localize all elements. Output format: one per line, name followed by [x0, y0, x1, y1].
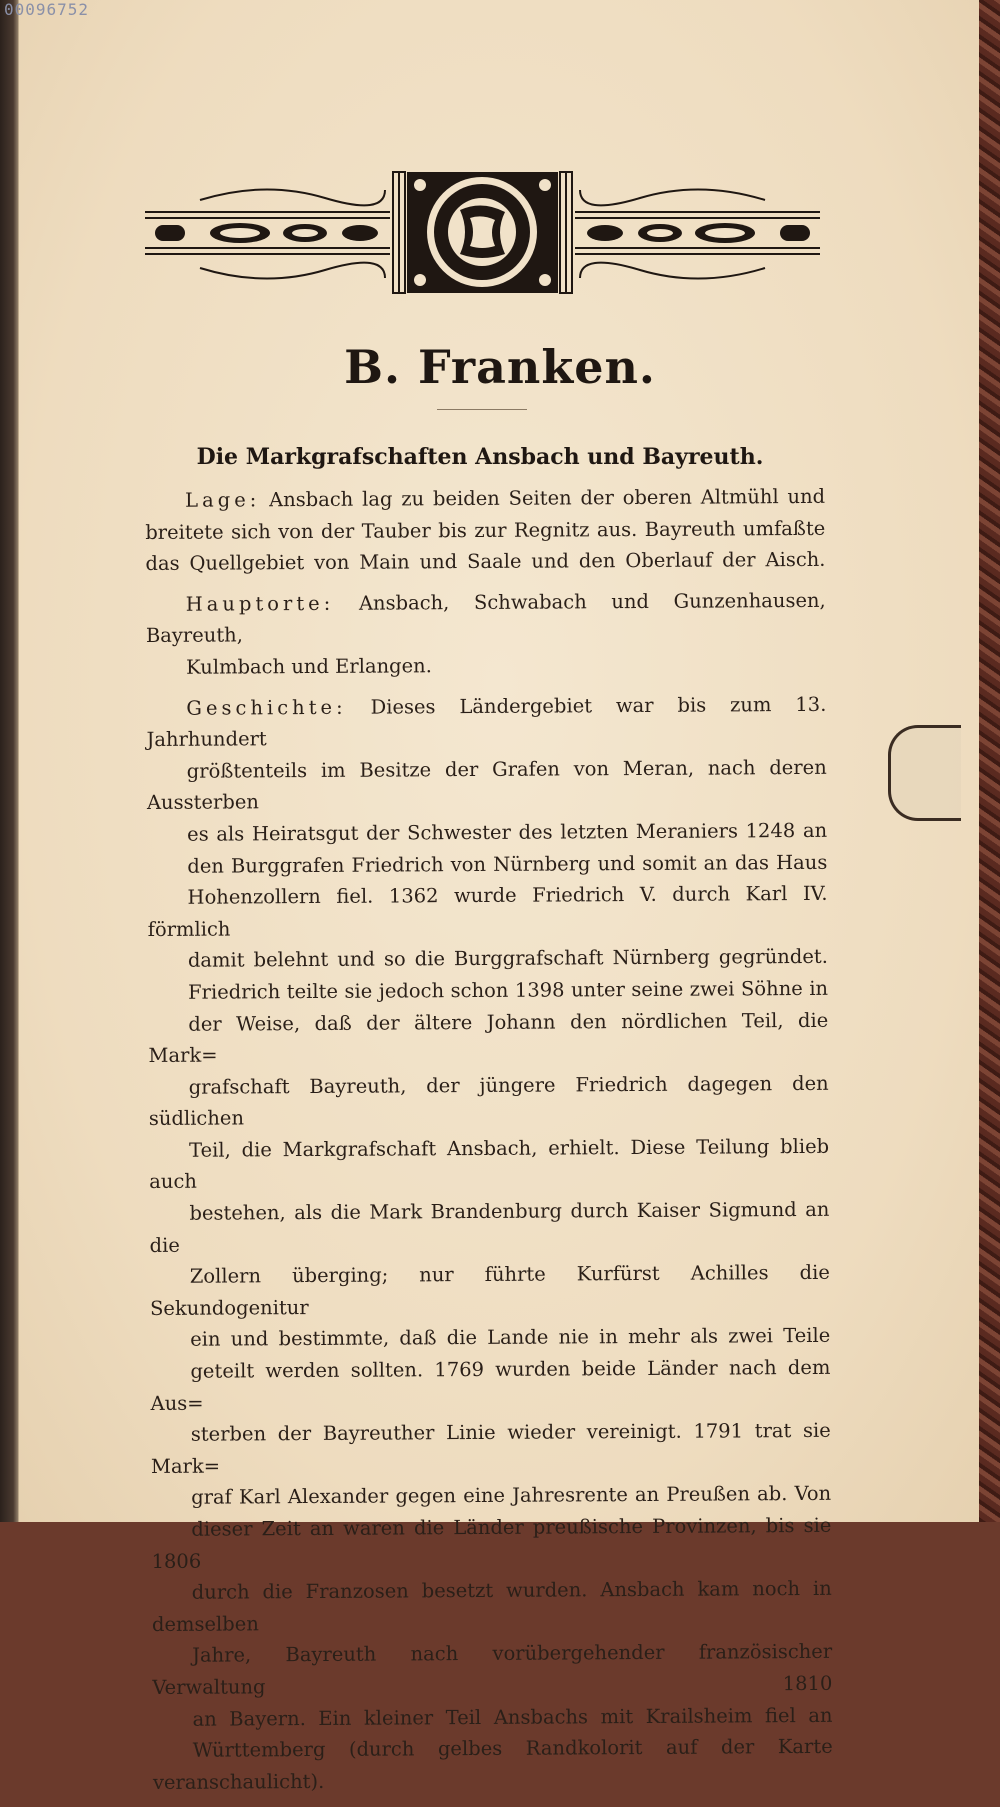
title-divider [437, 409, 527, 410]
text-line: Württemberg (durch gelbes Randkolorit auf der Karte veranschaulicht). [152, 1734, 833, 1794]
text-line: geteilt werden sollten. 1769 wurden beide Länder nach dem Aus= [150, 1355, 831, 1415]
catalog-stamp: 00096752 [4, 0, 90, 19]
paragraph-label: Geschichte: [186, 695, 347, 720]
body-text [145, 481, 833, 1807]
text-line: breitete sich von der Tauber bis zur Regnitz aus. Bayreuth umfaßte [145, 516, 826, 544]
text-line: durch die Franzosen besetzt wurden. Ansbach kam noch in demselben [151, 1577, 832, 1636]
text-line: an Bayern. Ein kleiner Teil Ansbachs mit Krailsheim fiel an [192, 1703, 833, 1731]
text-line: damit belehnt und so die Burggrafschaft Nürnberg gegründet. [187, 945, 828, 973]
paragraph-label: Hauptorte: [185, 591, 335, 616]
text-line: grafschaft Bayreuth, der jüngere Friedrich dagegen den südlichen [148, 1071, 829, 1131]
paragraph-geschichte [146, 688, 833, 1798]
subsection-heading: Die Markgrafschaften Ansbach und Bayreuth. [196, 444, 764, 470]
text-line: graf Karl Alexander gegen eine Jahresrente an Preußen ab. Von [191, 1482, 832, 1510]
text-line: Hohenzollern fiel. 1362 wurde Friedrich V. durch Karl IV. förmlich [147, 881, 828, 941]
text-line: Geschichte: Dieses Ländergebiet war bis zum 13. Jahrhundert [146, 692, 827, 752]
paragraph-label: Lage: [185, 488, 261, 512]
text-line: Hauptorte: Ansbach, Schwabach und Gunzenhausen, Bayreuth, [145, 588, 826, 648]
section-title: B. Franken. [344, 340, 656, 394]
text-line: der Weise, daß der ältere Johann den nördlichen Teil, die Mark= [148, 1008, 829, 1068]
text-line: größtenteils im Besitze der Grafen von Meran, nach deren Aussterben [146, 755, 827, 815]
text-line: dieser Zeit an waren die Länder preußische Provinzen, bis sie 1806 [151, 1513, 832, 1573]
text-line: es als Heiratsgut der Schwester des letzten Meraniers 1248 an [187, 818, 828, 846]
text-line: Jahre, Bayreuth nach vorübergehender französischer Verwaltung 1810 [152, 1640, 833, 1699]
text-line: sterben der Bayreuther Linie wieder vereinigt. 1791 trat sie Mark= [150, 1419, 831, 1478]
text-line: den Burggrafen Friedrich von Nürnberg und somit an das Haus [187, 850, 828, 878]
text-line: Teil, die Markgrafschaft Ansbach, erhielt. Diese Teilung blieb auch [149, 1134, 830, 1194]
text-line: Kulmbach und Erlangen. [186, 654, 432, 679]
text-line: Lage: Ansbach lag zu beiden Seiten der oberen Altmühl und [185, 484, 826, 512]
text-line: bestehen, als die Mark Brandenburg durch Kaiser Sigmund an die [149, 1197, 830, 1257]
text-line: Zollern überging; nur führte Kurfürst Achilles die Sekundogenitur [149, 1261, 830, 1320]
text-line: das Quellgebiet von Main und Saale und den Oberlauf der Aisch. [145, 548, 826, 576]
text-line: ein und bestimmte, daß die Lande nie in mehr als zwei Teile [190, 1324, 831, 1352]
paragraph-lage [145, 481, 826, 580]
text-line: Friedrich teilte sie jedoch schon 1398 unter seine zwei Söhne in [188, 976, 829, 1004]
decorative-headpiece-ornament [145, 170, 820, 295]
paragraph-hauptorte [146, 585, 827, 684]
page-tab-marker [888, 725, 961, 821]
